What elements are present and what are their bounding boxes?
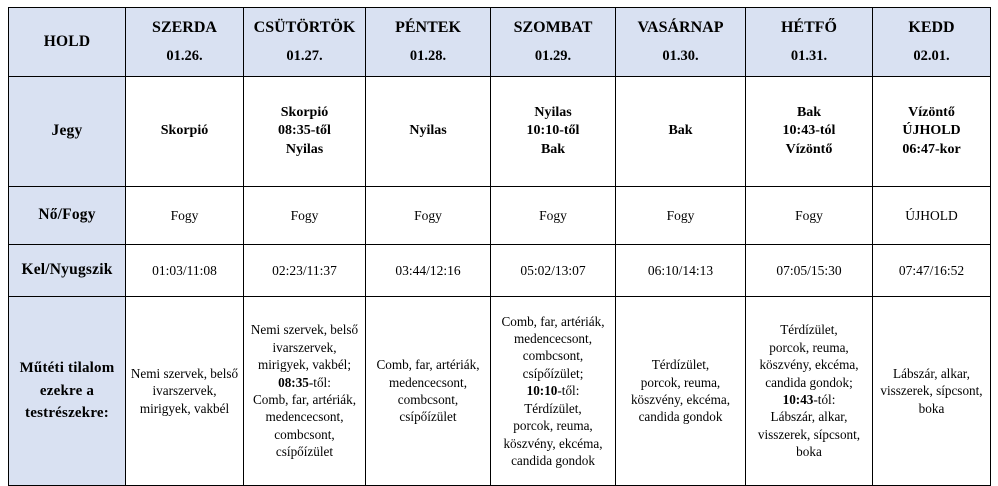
day-date-5: 01.31. — [790, 48, 828, 65]
surgery-line-3: köszvény, ekcéma, — [630, 392, 731, 407]
day-name-4: VASÁRNAP — [637, 19, 724, 37]
surgery-time-marker: 08:35-től: — [278, 374, 331, 390]
surgery-time-value: 08:35 — [278, 374, 309, 390]
day-header-1 — [244, 8, 366, 77]
jegy-line-1: Bak — [668, 123, 693, 139]
jegy-line-1: Skorpió — [160, 123, 209, 139]
row-label-no-fogy: Nő/Fogy — [9, 187, 126, 245]
jegy-line-2: 10:43-tól — [782, 123, 836, 139]
jegy-line-3: 06:47-kor — [902, 141, 961, 157]
surgery-line-1: Nemi szervek, belső — [250, 322, 359, 338]
jegy-cell-0 — [126, 77, 244, 187]
surgery-line-2: ivarszervek, — [152, 383, 217, 399]
surgery-line-1: Comb, far, artériák, — [376, 357, 480, 373]
surgery-line-3: mirigyek, vakbél; — [257, 357, 352, 373]
surgery-alt-line-3: combcsont, — [274, 426, 335, 442]
surgery-line-1: Térdízület, — [651, 357, 710, 373]
row-label-jegy: Jegy — [9, 77, 126, 187]
surgery-alt-line-1: Lábszár, alkar, — [770, 409, 848, 425]
day-name-3: SZOMBAT — [513, 19, 593, 37]
jegy-line-3: Vízöntő — [785, 141, 833, 157]
rise-set-cell-1: 02:23/11:37 — [244, 245, 366, 297]
table-header-row — [9, 8, 991, 77]
phase-cell-3: Fogy — [491, 187, 616, 245]
surgery-line-4: csípőízület; — [522, 365, 584, 381]
jegy-cell-1 — [244, 77, 366, 187]
surgery-cell-2 — [366, 297, 491, 486]
phase-cell-5: Fogy — [746, 187, 873, 245]
day-date-1: 01.27. — [286, 48, 323, 65]
surgery-cell-0 — [126, 297, 244, 486]
surgery-cell-4 — [616, 297, 746, 486]
day-date-3: 01.29. — [534, 48, 572, 65]
jegy-line-1: Nyilas — [534, 104, 572, 120]
row-label-mutet — [9, 297, 126, 486]
surgery-line-1: Nemi szervek, belső — [130, 365, 239, 381]
day-name-1: CSÜTÖRTÖK — [253, 19, 356, 37]
mutet-label-line-2: ezekre a — [39, 382, 95, 399]
surgery-line-2: porcok, reuma, — [769, 339, 849, 355]
phase-cell-1: Fogy — [244, 187, 366, 245]
day-header-0 — [126, 8, 244, 77]
surgery-alt-line-3: köszvény, ekcéma, — [503, 435, 603, 451]
mutet-label-line-3: testrészekre: — [25, 405, 109, 422]
corner-label: HOLD — [9, 8, 126, 77]
surgery-alt-line-4: candida gondok — [511, 452, 595, 468]
jegy-line-1: Bak — [796, 104, 822, 120]
jegy-cell-5 — [746, 77, 873, 187]
surgery-line-4: csípőízület — [399, 409, 457, 425]
zodiac-sign-row — [9, 77, 991, 187]
surgery-line-3: köszvény, ekcéma, — [759, 357, 859, 373]
surgery-alt-line-2: porcok, reuma, — [513, 418, 593, 434]
surgery-alt-line-2: medencecsont, — [265, 409, 344, 425]
surgery-time-marker: 10:43-tól: — [782, 392, 836, 407]
surgery-line-3: combcsont, — [397, 392, 459, 407]
surgery-time-value: 10:10 — [526, 383, 558, 399]
rise-set-cell-3: 05:02/13:07 — [491, 245, 616, 297]
day-name-0: SZERDA — [152, 19, 217, 37]
day-date-2: 01.28. — [409, 48, 447, 65]
jegy-line-3: Nyilas — [285, 141, 324, 157]
surgery-alt-line-4: csípőízület — [275, 444, 334, 460]
jegy-line-2: 08:35-től — [278, 123, 331, 139]
surgery-cell-3 — [491, 297, 616, 486]
surgery-alt-line-1: Comb, far, artériák, — [252, 392, 357, 407]
surgery-alt-line-1: Térdízület, — [524, 400, 582, 416]
phase-cell-4: Fogy — [616, 187, 746, 245]
surgery-time-value: 10:43 — [782, 392, 814, 407]
surgery-cell-5 — [746, 297, 873, 486]
phase-cell-6: ÚJHOLD — [873, 187, 991, 245]
jegy-line-1: Nyilas — [409, 123, 447, 139]
jegy-line-2: 10:10-től — [526, 123, 580, 139]
moon-calendar-table — [8, 7, 991, 486]
surgery-line-4: candida gondok — [638, 409, 723, 425]
mutet-label-line-1: Műtéti tilalom — [19, 360, 115, 377]
day-name-5: HÉTFŐ — [780, 19, 837, 37]
day-header-4 — [616, 8, 746, 77]
surgery-line-1: Comb, far, artériák, — [501, 313, 605, 329]
day-header-3 — [491, 8, 616, 77]
day-date-6: 02.01. — [913, 48, 950, 65]
surgery-prohibition-row — [9, 297, 991, 486]
jegy-cell-3 — [491, 77, 616, 187]
surgery-cell-1 — [244, 297, 366, 486]
jegy-line-1: Skorpió — [280, 104, 329, 120]
day-date-0: 01.26. — [166, 48, 203, 65]
surgery-alt-line-2: visszerek, sípcsont, — [757, 426, 861, 442]
surgery-line-2: porcok, reuma, — [640, 374, 721, 390]
surgery-line-2: medencecsont, — [389, 374, 467, 390]
rise-set-cell-2: 03:44/12:16 — [366, 245, 491, 297]
phase-cell-0: Fogy — [126, 187, 244, 245]
row-label-kel-nyugszik: Kel/Nyugszik — [9, 245, 126, 297]
day-name-6: KEDD — [908, 19, 955, 37]
surgery-line-3: boka — [918, 400, 945, 416]
day-date-4: 01.30. — [662, 48, 699, 65]
rise-set-cell-4: 06:10/14:13 — [616, 245, 746, 297]
jegy-cell-6 — [873, 77, 991, 187]
day-name-2: PÉNTEK — [395, 19, 461, 37]
jegy-cell-2 — [366, 77, 491, 187]
rise-set-cell-5: 07:05/15:30 — [746, 245, 873, 297]
surgery-alt-line-3: boka — [796, 444, 822, 460]
surgery-line-4: candida gondok; — [765, 374, 853, 390]
day-header-5 — [746, 8, 873, 77]
moon-phase-row — [9, 187, 991, 245]
surgery-line-3: mirigyek, vakbél — [139, 400, 230, 416]
surgery-line-2: ivarszervek, — [272, 339, 337, 355]
jegy-line-3: Bak — [540, 141, 566, 157]
surgery-cell-6 — [873, 297, 991, 486]
day-header-2 — [366, 8, 491, 77]
surgery-line-1: Térdízület, — [780, 322, 838, 338]
surgery-line-3: combcsont, — [522, 348, 584, 364]
jegy-line-2: ÚJHOLD — [902, 123, 961, 139]
day-header-6 — [873, 8, 991, 77]
surgery-time-marker: 10:10-től: — [526, 383, 580, 399]
jegy-line-1: Vízöntő — [908, 104, 955, 120]
surgery-line-1: Lábszár, alkar, — [893, 365, 970, 381]
phase-cell-2: Fogy — [366, 187, 491, 245]
rise-set-cell-0: 01:03/11:08 — [126, 245, 244, 297]
rise-set-row — [9, 245, 991, 297]
jegy-cell-4 — [616, 77, 746, 187]
surgery-line-2: medencecsont, — [514, 331, 592, 347]
surgery-line-2: visszerek, sípcsont, — [880, 383, 983, 399]
rise-set-cell-6: 07:47/16:52 — [873, 245, 991, 297]
